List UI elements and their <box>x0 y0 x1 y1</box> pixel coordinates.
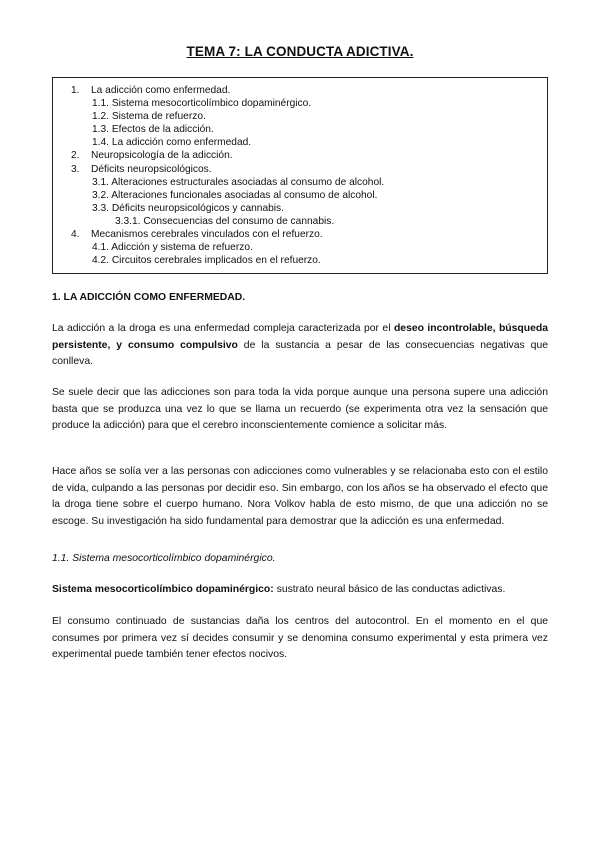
toc-item <box>53 189 547 202</box>
toc-item-text: 4.2. Circuitos cerebrales implicados en el refuerzo. <box>92 255 321 267</box>
paragraph-consumption: El consumo continuado de sustancias daña los centros del autocontrol. En el momento en el que consumes por primera vez sí decides consumir y se denomina consumo experimental y esta primera vez experimental puede también tener efectos nocivos. <box>52 616 548 661</box>
toc-item-text: 1.1. Sistema mesocorticolímbico dopaminérgico. <box>92 98 312 110</box>
toc-item-text: 3.3. Déficits neuropsicológicos y cannabis. <box>92 202 284 214</box>
toc-item-text: Mecanismos cerebrales vinculados con el refuerzo. <box>91 229 323 241</box>
toc-item <box>53 84 547 97</box>
toc-item-text: 1.4. La adicción como enfermedad. <box>92 137 252 149</box>
toc-item <box>53 97 547 110</box>
toc-item-text: Déficits neuropsicológicos. <box>91 163 212 175</box>
document-title: TEMA 7: LA CONDUCTA ADICTIVA. <box>186 44 414 59</box>
toc-item-number: 4. <box>71 229 80 241</box>
toc-item <box>53 202 547 215</box>
toc-item <box>53 123 547 136</box>
toc-item <box>53 110 547 123</box>
toc-item-text: 3.1. Alteraciones estructurales asociadas al consumo de alcohol. <box>92 176 385 188</box>
toc-item <box>53 254 547 267</box>
toc-item-number: 2. <box>71 150 80 162</box>
paragraph-system-definition <box>52 582 548 599</box>
toc-item <box>53 228 547 241</box>
paragraph-history: Hace años se solía ver a las personas con adicciones como vulnerables y se relacionaba esto con el estilo de vida, culpando a las personas por decidir eso. Sin embargo, con los años se ha observado el efecto que la droga tiene sobre el cuerpo humano. Nora Volkov habla de esto mismo, de que una adicción no se escoge. Su investigación ha sido fundamental para demostrar que la adicción es una enfermedad. <box>52 466 548 527</box>
toc-item-number: 3. <box>71 163 80 175</box>
toc-item-text: 1.3. Efectos de la adicción. <box>92 124 214 136</box>
toc-item <box>53 215 547 228</box>
toc-item-text: 4.1. Adicción y sistema de refuerzo. <box>92 242 253 254</box>
paragraph-text: de la sustancia a pesar de las consecuencias negativas que conlleva. <box>52 339 548 368</box>
subsection-heading: 1.1. Sistema mesocorticolímbico dopaminérgico. <box>52 553 276 564</box>
paragraph-lifelong: Se suele decir que las adicciones son para toda la vida porque aunque una persona supere una adicción basta que se produzca una vez lo que se llama un recuerdo (se experimenta otra vez la sensación que produce la adicción) para que el cerebro inconscientemente comience a solicitar más. <box>52 387 548 432</box>
paragraph-text: sustrato neural básico de las conductas adictivas. <box>273 584 506 595</box>
toc-item-text: 3.3.1. Consecuencias del consumo de cannabis. <box>115 215 335 227</box>
toc-item <box>53 136 547 149</box>
toc-item <box>53 241 547 254</box>
toc-item <box>53 163 547 176</box>
toc-item <box>53 176 547 189</box>
paragraph-definition <box>52 321 548 371</box>
toc-item-text: 3.2. Alteraciones funcionales asociadas al consumo de alcohol. <box>92 189 378 201</box>
paragraph-text: La adicción a la droga es una enfermedad compleja caracterizada por el <box>52 323 394 334</box>
toc-item-text: La adicción como enfermedad. <box>91 85 231 96</box>
section-heading: 1. LA ADICCIÓN COMO ENFERMEDAD. <box>52 292 246 303</box>
toc-item-text: Neuropsicología de la adicción. <box>91 150 233 162</box>
table-of-contents <box>52 77 548 274</box>
toc-item <box>53 149 547 162</box>
bold-term: Sistema mesocorticolímbico dopaminérgico: <box>52 584 274 595</box>
toc-item-number: 1. <box>71 85 80 96</box>
toc-item-text: 1.2. Sistema de refuerzo. <box>92 111 206 123</box>
bold-phrase: deseo incontrolable, búsqueda persistente, y consumo compulsivo <box>52 323 549 351</box>
